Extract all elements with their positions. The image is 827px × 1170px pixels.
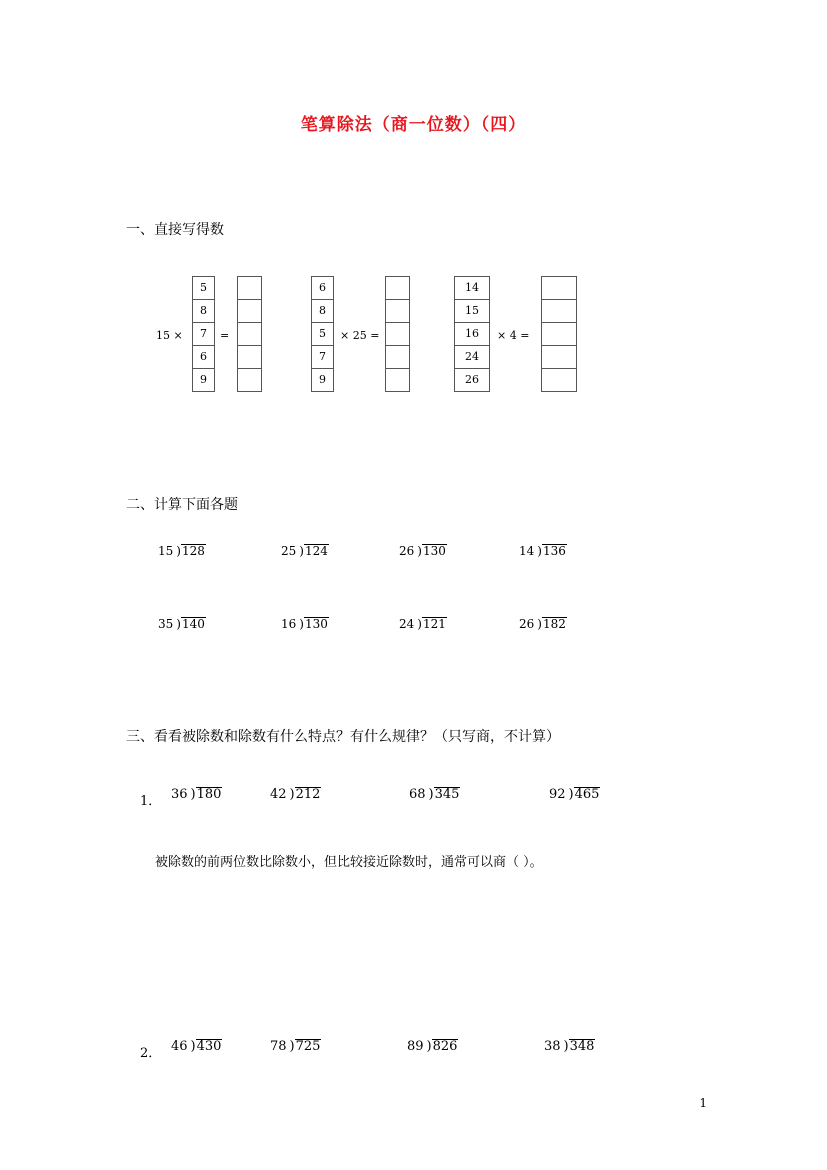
group1-cell: 5 bbox=[192, 276, 215, 299]
dividend: 182 bbox=[542, 617, 566, 631]
dividend: 136 bbox=[542, 544, 566, 558]
section1-heading: 一、直接写得数 bbox=[126, 222, 224, 238]
group2-cell: 6 bbox=[311, 276, 334, 299]
group3-cell: 15 bbox=[454, 299, 490, 322]
dividend: 212 bbox=[295, 787, 321, 802]
question-2-label: 2． bbox=[140, 1046, 162, 1061]
dividend: 465 bbox=[574, 787, 600, 802]
dividend: 121 bbox=[422, 617, 446, 631]
division-problem bbox=[281, 617, 329, 631]
page-title: 笔算除法（商一位数）（四） bbox=[300, 115, 527, 135]
dividend: 140 bbox=[181, 617, 205, 631]
group2-cell: 7 bbox=[311, 345, 334, 368]
division-problem bbox=[549, 787, 600, 802]
group1-cell: 9 bbox=[192, 368, 215, 392]
divisor: 16 bbox=[281, 617, 297, 631]
group2-cell: 9 bbox=[311, 368, 334, 392]
answer-box[interactable] bbox=[237, 368, 262, 392]
dividend: 725 bbox=[295, 1039, 321, 1054]
division-bracket: ) bbox=[176, 544, 181, 558]
answer-box[interactable] bbox=[385, 322, 410, 345]
dividend: 430 bbox=[196, 1039, 222, 1054]
division-problem bbox=[158, 544, 206, 558]
division-bracket: ) bbox=[176, 617, 181, 631]
group3-cell: 14 bbox=[454, 276, 490, 299]
group2-cell: 8 bbox=[311, 299, 334, 322]
divisor: 42 bbox=[270, 787, 287, 802]
division-bracket: ) bbox=[426, 1039, 432, 1054]
division-bracket: ) bbox=[568, 787, 574, 802]
division-bracket: ) bbox=[417, 617, 422, 631]
dividend: 130 bbox=[422, 544, 446, 558]
group1-cell: 7 bbox=[192, 322, 215, 345]
group1-cell: 8 bbox=[192, 299, 215, 322]
group1-number-column bbox=[192, 276, 215, 392]
division-problem bbox=[171, 787, 222, 802]
division-bracket: ) bbox=[190, 787, 196, 802]
divisor: 25 bbox=[281, 544, 297, 558]
group1-equals: = bbox=[220, 329, 230, 342]
division-problem bbox=[270, 787, 321, 802]
division-bracket: ) bbox=[428, 787, 434, 802]
group1-cell: 6 bbox=[192, 345, 215, 368]
divisor: 36 bbox=[171, 787, 188, 802]
answer-box[interactable] bbox=[541, 276, 577, 299]
dividend: 128 bbox=[181, 544, 205, 558]
group3-cell: 26 bbox=[454, 368, 490, 392]
answer-box[interactable] bbox=[385, 345, 410, 368]
group2-answer-column[interactable] bbox=[385, 276, 408, 392]
divisor: 46 bbox=[171, 1039, 188, 1054]
group3-cell: 16 bbox=[454, 322, 490, 345]
answer-box[interactable] bbox=[385, 276, 410, 299]
dividend: 180 bbox=[196, 787, 222, 802]
group1-answer-column[interactable] bbox=[237, 276, 260, 392]
dividend: 348 bbox=[569, 1039, 595, 1054]
divisor: 89 bbox=[407, 1039, 424, 1054]
division-problem bbox=[158, 617, 206, 631]
division-problem bbox=[399, 544, 447, 558]
division-bracket: ) bbox=[417, 544, 422, 558]
group2-cell: 5 bbox=[311, 322, 334, 345]
division-bracket: ) bbox=[537, 544, 542, 558]
divisor: 38 bbox=[544, 1039, 561, 1054]
division-bracket: ) bbox=[190, 1039, 196, 1054]
group2-right-operand: × 25 = bbox=[340, 329, 380, 342]
dividend: 130 bbox=[304, 617, 328, 631]
divisor: 92 bbox=[549, 787, 566, 802]
rule-note: 被除数的前两位数比除数小，但比较接近除数时，通常可以商（ ）。 bbox=[155, 855, 543, 870]
dividend: 124 bbox=[304, 544, 328, 558]
group3-right-operand: × 4 = bbox=[497, 329, 530, 342]
division-problem bbox=[544, 1039, 595, 1054]
divisor: 68 bbox=[409, 787, 426, 802]
group3-answer-column[interactable] bbox=[541, 276, 577, 392]
page-number: 1 bbox=[699, 1096, 707, 1110]
division-bracket: ) bbox=[299, 544, 304, 558]
divisor: 24 bbox=[399, 617, 415, 631]
answer-box[interactable] bbox=[237, 345, 262, 368]
division-problem bbox=[270, 1039, 321, 1054]
divisor: 15 bbox=[158, 544, 174, 558]
group2-number-column bbox=[311, 276, 334, 392]
divisor: 26 bbox=[399, 544, 415, 558]
answer-box[interactable] bbox=[237, 322, 262, 345]
answer-box[interactable] bbox=[385, 299, 410, 322]
division-bracket: ) bbox=[289, 1039, 295, 1054]
division-problem bbox=[409, 787, 460, 802]
division-problem bbox=[407, 1039, 458, 1054]
group3-cell: 24 bbox=[454, 345, 490, 368]
division-problem bbox=[519, 617, 567, 631]
division-problem bbox=[519, 544, 567, 558]
division-bracket: ) bbox=[563, 1039, 569, 1054]
division-problem bbox=[399, 617, 447, 631]
divisor: 78 bbox=[270, 1039, 287, 1054]
question-1-label: 1． bbox=[140, 794, 162, 809]
answer-box[interactable] bbox=[237, 276, 262, 299]
divisor: 35 bbox=[158, 617, 174, 631]
division-bracket: ) bbox=[289, 787, 295, 802]
answer-box[interactable] bbox=[541, 299, 577, 322]
division-bracket: ) bbox=[537, 617, 542, 631]
answer-box[interactable] bbox=[541, 345, 577, 368]
section2-heading: 二、计算下面各题 bbox=[126, 497, 238, 513]
answer-box[interactable] bbox=[385, 368, 410, 392]
divisor: 26 bbox=[519, 617, 535, 631]
answer-box[interactable] bbox=[237, 299, 262, 322]
division-bracket: ) bbox=[299, 617, 304, 631]
group1-left-operand: 15 × bbox=[156, 329, 183, 342]
answer-box[interactable] bbox=[541, 368, 577, 392]
dividend: 345 bbox=[434, 787, 460, 802]
division-problem bbox=[171, 1039, 222, 1054]
division-problem bbox=[281, 544, 329, 558]
divisor: 14 bbox=[519, 544, 535, 558]
dividend: 826 bbox=[432, 1039, 458, 1054]
answer-box[interactable] bbox=[541, 322, 577, 345]
section3-heading: 三、看看被除数和除数有什么特点？有什么规律？（只写商，不计算） bbox=[126, 729, 560, 745]
group3-number-column bbox=[454, 276, 490, 392]
